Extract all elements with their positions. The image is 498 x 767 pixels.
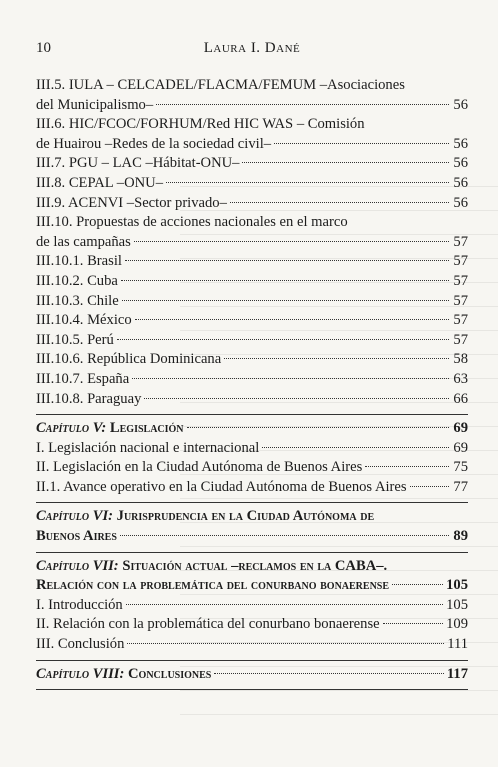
- toc-entry: [36, 350, 468, 370]
- toc-entry-title: III.5. IULA – CELCADEL/FLACMA/FEMUM –Asociaciones: [36, 77, 405, 93]
- dot-leader: [125, 260, 449, 261]
- toc-page-number: 57: [453, 312, 468, 329]
- section-divider: [36, 552, 468, 553]
- toc-page-number: 57: [453, 331, 468, 348]
- dot-leader: [126, 604, 443, 605]
- toc-entry-title: III.10.4. México: [36, 312, 132, 329]
- toc-entry: [36, 154, 468, 174]
- toc-entry-title: de Huairou –Redes de la sociedad civil–: [36, 135, 272, 152]
- book-page: [36, 40, 468, 694]
- dot-leader: [117, 339, 449, 340]
- dot-leader: [187, 427, 449, 428]
- toc-page-number: 57: [453, 272, 468, 289]
- toc-entry-title: II.1. Avance operativo en la Ciudad Autónoma de Buenos Aires: [36, 478, 407, 495]
- chapter-label: Capítulo VII:: [36, 557, 119, 574]
- toc-chapter-heading: [36, 507, 468, 546]
- chapter-title: Legislación: [109, 420, 184, 437]
- toc-entry: [36, 213, 468, 252]
- dot-leader: [121, 280, 449, 281]
- toc-page-number: 56: [453, 155, 468, 172]
- section-divider: [36, 414, 468, 415]
- toc-entry-title: III.10.5. Perú: [36, 331, 114, 348]
- toc-page-number: 58: [453, 351, 468, 368]
- toc-entry: [36, 174, 468, 194]
- chapter-label: Capítulo VI:: [36, 508, 113, 525]
- dot-leader: [262, 447, 449, 448]
- dot-leader: [166, 182, 449, 183]
- toc-page-number: 57: [453, 233, 468, 250]
- toc-page-number: 63: [453, 370, 468, 387]
- dot-leader: [274, 143, 449, 144]
- toc-page-number: 57: [453, 292, 468, 309]
- toc-chapter-heading: [36, 557, 468, 596]
- toc-entry: [36, 439, 468, 459]
- toc-entry: [36, 272, 468, 292]
- dot-leader: [365, 466, 449, 467]
- toc-entry: [36, 252, 468, 272]
- toc-entry-title: de las campañas: [36, 233, 131, 250]
- toc-entry-title: III. Conclusión: [36, 636, 125, 653]
- toc-entry-title: II. Legislación en la Ciudad Autónoma de Buenos Aires: [36, 459, 363, 476]
- toc-entry-title: III.10.8. Paraguay: [36, 390, 142, 407]
- toc-entry: [36, 615, 468, 635]
- toc-entry: [36, 292, 468, 312]
- toc-page-number: 56: [453, 96, 468, 113]
- dot-leader: [134, 241, 449, 242]
- dot-leader: [120, 535, 449, 536]
- toc-entry: [36, 596, 468, 616]
- chapter-title: Jurisprudencia en la Ciudad Autónoma de: [116, 508, 375, 525]
- chapter-label: Capítulo VIII:: [36, 665, 125, 682]
- toc-page-number: 56: [453, 135, 468, 152]
- toc-entry-title: III.10.7. España: [36, 370, 130, 387]
- toc-entry-title: I. Introducción: [36, 596, 123, 613]
- section-divider: [36, 689, 468, 690]
- toc-entry: [36, 458, 468, 478]
- chapter-title: Buenos Aires: [36, 528, 117, 545]
- dot-leader: [224, 358, 449, 359]
- section-divider: [36, 502, 468, 503]
- toc-chapter-heading: [36, 665, 468, 685]
- dot-leader: [122, 300, 449, 301]
- dot-leader: [392, 584, 443, 585]
- toc-page-number: 69: [453, 420, 468, 437]
- toc-entry-title: III.10.6. República Dominicana: [36, 351, 222, 368]
- dot-leader: [127, 643, 444, 644]
- toc-entry-title: III.8. CEPAL –ONU–: [36, 174, 164, 191]
- chapter-title: Relación con la problemática del conurbano bonaerense: [36, 577, 390, 594]
- toc-page-number: 105: [446, 577, 468, 594]
- toc-page-number: 56: [453, 174, 468, 191]
- dot-leader: [214, 673, 444, 674]
- dot-leader: [132, 378, 449, 379]
- toc-entry-title: II. Relación con la problemática del conurbano bonaerense: [36, 616, 380, 633]
- toc-page-number: 117: [446, 665, 468, 682]
- toc-page-number: 56: [453, 194, 468, 211]
- page-number: 10: [36, 40, 51, 56]
- toc-page-number: 105: [446, 596, 468, 613]
- toc-page-number: 75: [453, 459, 468, 476]
- toc-page-number: 69: [453, 439, 468, 456]
- table-of-contents: [36, 76, 468, 690]
- toc-entry-title: del Municipalismo–: [36, 96, 154, 113]
- toc-entry-title: III.10.2. Cuba: [36, 272, 118, 289]
- toc-entry: [36, 478, 468, 498]
- toc-page-number: 109: [446, 616, 468, 633]
- toc-entry: [36, 76, 468, 115]
- toc-entry: [36, 311, 468, 331]
- toc-entry-title: I. Legislación nacional e internacional: [36, 439, 260, 456]
- toc-entry: [36, 331, 468, 351]
- dot-leader: [156, 104, 449, 105]
- dot-leader: [242, 162, 449, 163]
- toc-page-number: 57: [453, 253, 468, 270]
- page-header: [36, 40, 468, 60]
- dot-leader: [135, 319, 449, 320]
- running-head-author: Laura I. Dané: [203, 40, 301, 56]
- dot-leader: [383, 623, 443, 624]
- toc-entry-title: III.7. PGU – LAC –Hábitat-ONU–: [36, 155, 240, 172]
- toc-page-number: 111: [447, 636, 468, 653]
- toc-entry: [36, 635, 468, 655]
- toc-entry-title: III.10.1. Brasil: [36, 253, 122, 270]
- toc-entry: [36, 115, 468, 154]
- toc-entry: [36, 194, 468, 214]
- toc-page-number: 89: [453, 528, 468, 545]
- section-divider: [36, 660, 468, 661]
- chapter-title: Conclusiones: [128, 665, 212, 682]
- toc-chapter-heading: [36, 419, 468, 439]
- chapter-label: Capítulo V:: [36, 420, 107, 437]
- toc-entry: [36, 370, 468, 390]
- toc-entry-title: III.6. HIC/FCOC/FORHUM/Red HIC WAS – Comisión: [36, 116, 365, 133]
- toc-entry-title: III.9. ACENVI –Sector privado–: [36, 194, 227, 211]
- toc-entry: [36, 390, 468, 410]
- chapter-title: Situación actual –reclamos en la CABA–.: [122, 557, 388, 574]
- toc-page-number: 66: [453, 390, 468, 407]
- toc-entry-title: III.10.3. Chile: [36, 292, 119, 309]
- dot-leader: [230, 202, 449, 203]
- toc-page-number: 77: [453, 478, 468, 495]
- toc-entry-title: III.10. Propuestas de acciones nacionales en el marco: [36, 214, 348, 231]
- dot-leader: [144, 398, 449, 399]
- dot-leader: [410, 486, 449, 487]
